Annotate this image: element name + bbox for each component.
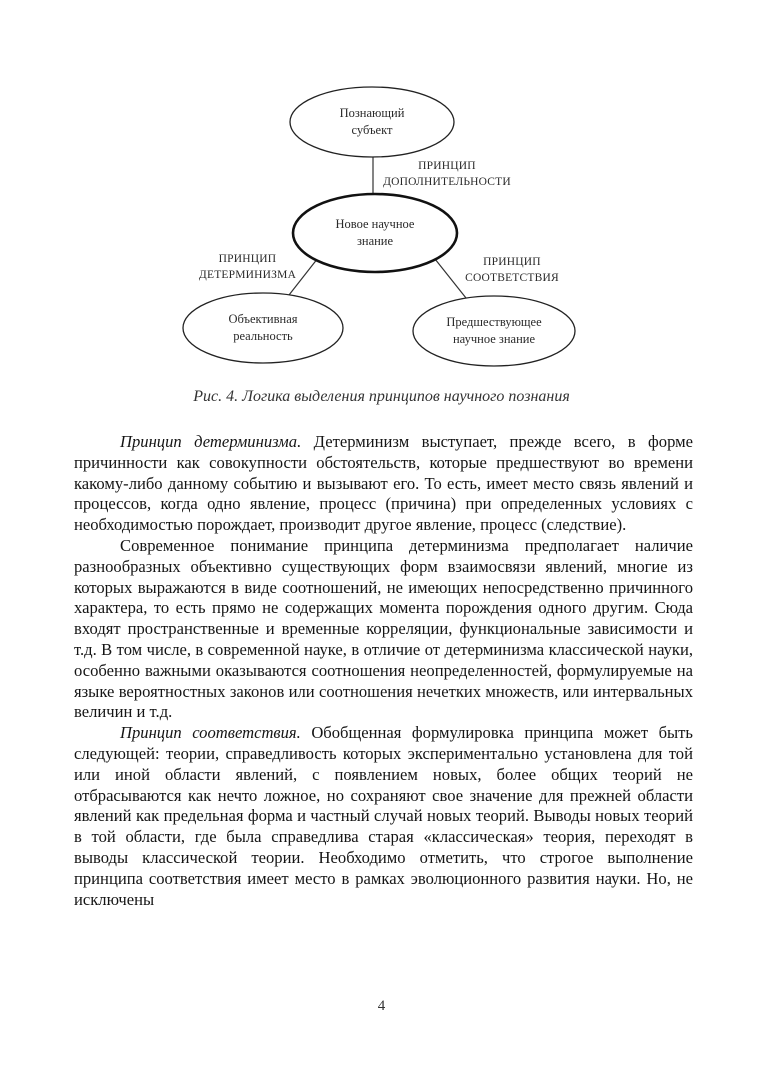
edge-label-complementarity-line2: ДОПОЛНИТЕЛЬНОСТИ [383, 176, 511, 188]
body-text [74, 432, 693, 910]
edge-label-determinism [185, 251, 310, 283]
edge-label-complementarity-line1: ПРИНЦИП [418, 160, 476, 172]
paragraph-lead: Принцип детерминизма. [120, 432, 302, 451]
figure-diagram [0, 0, 763, 380]
page-number: 4 [377, 998, 386, 1014]
node-left-line2: реальность [233, 329, 293, 343]
edge-label-correspondence [452, 254, 572, 286]
paragraph-correspondence [74, 723, 693, 910]
paragraph-body: Современное понимание принципа детерминизма предполагает наличие разнообразных объективно существующих форм взаимосвязи явлений, многие из которых выражаются в виде соотношений, не имеющих непосредственно причинного характера, то есть прямо не содержащих момента порождения одного другим. Сюда входят пространственные и временные корреляции, функциональные зависимости и т.д. В том числе, в современной науке, в отличие от детерминизма классической науки, особенно важными оказываются соотношения неопределенностей, формулируемые на языке вероятностных законов или соотношения нечетких множеств, или интервальных величин и т.д. [74, 535, 693, 722]
node-center-line1: Новое научное [335, 217, 415, 231]
node-top-label [302, 105, 442, 139]
node-right-label [424, 314, 564, 348]
figure-caption: Рис. 4. Логика выделения принципов научного познания [193, 388, 570, 405]
edge-label-determinism-line2: ДЕТЕРМИНИЗМА [198, 269, 297, 281]
node-left-label [193, 311, 333, 345]
edge-label-determinism-line1: ПРИНЦИП [218, 253, 277, 265]
node-right-line2: научное знание [452, 332, 535, 346]
diagram-graphics [0, 0, 763, 380]
node-top-line1: Познающий [339, 106, 405, 120]
paragraph-lead: Принцип соответствия. [120, 723, 301, 743]
paragraph-determinism [74, 432, 693, 536]
node-center-label [305, 216, 445, 250]
paragraph-body: Обобщенная формулировка принципа может быть следующей: теории, справедливость которых экспериментально установлена для той или иной области явлений, с появлением новых, более общих теорий не отбрасываются как нечто ложное, но сохраняют свое значение для прежней области явлений как предельная форма и частный случай новых теорий. Выводы новых теорий в той области, где была справедлива старая «классическая» теория, переходят в выводы классической теории. Необходимо отметить, что строгое выполнение принципа соответствия имеет место в рамках эволюционного развития науки. Но, не исключены [74, 723, 693, 909]
node-left-line1: Объективная [228, 312, 298, 326]
node-center-line2: знание [356, 234, 394, 248]
paragraph-modern-determinism [74, 536, 693, 723]
edge-label-complementarity [372, 158, 522, 190]
paragraph-body: Детерминизм выступает, прежде всего, в форме причинности как совокупности обстоятельств, которые предшествуют во времени какому-либо данному событию и вызывают его. То есть, имеет место связь явлений и процессов, когда одно явление, процесс (причина) при определенных условиях с необходимостью порождает, производит другое явление, процесс (следствие). [74, 432, 694, 535]
node-right-line1: Предшествующее [446, 315, 542, 329]
edge-label-correspondence-line2: СООТВЕТСТВИЯ [465, 272, 559, 284]
edge-label-correspondence-line1: ПРИНЦИП [483, 256, 541, 268]
node-top-line2: субъект [351, 123, 393, 137]
